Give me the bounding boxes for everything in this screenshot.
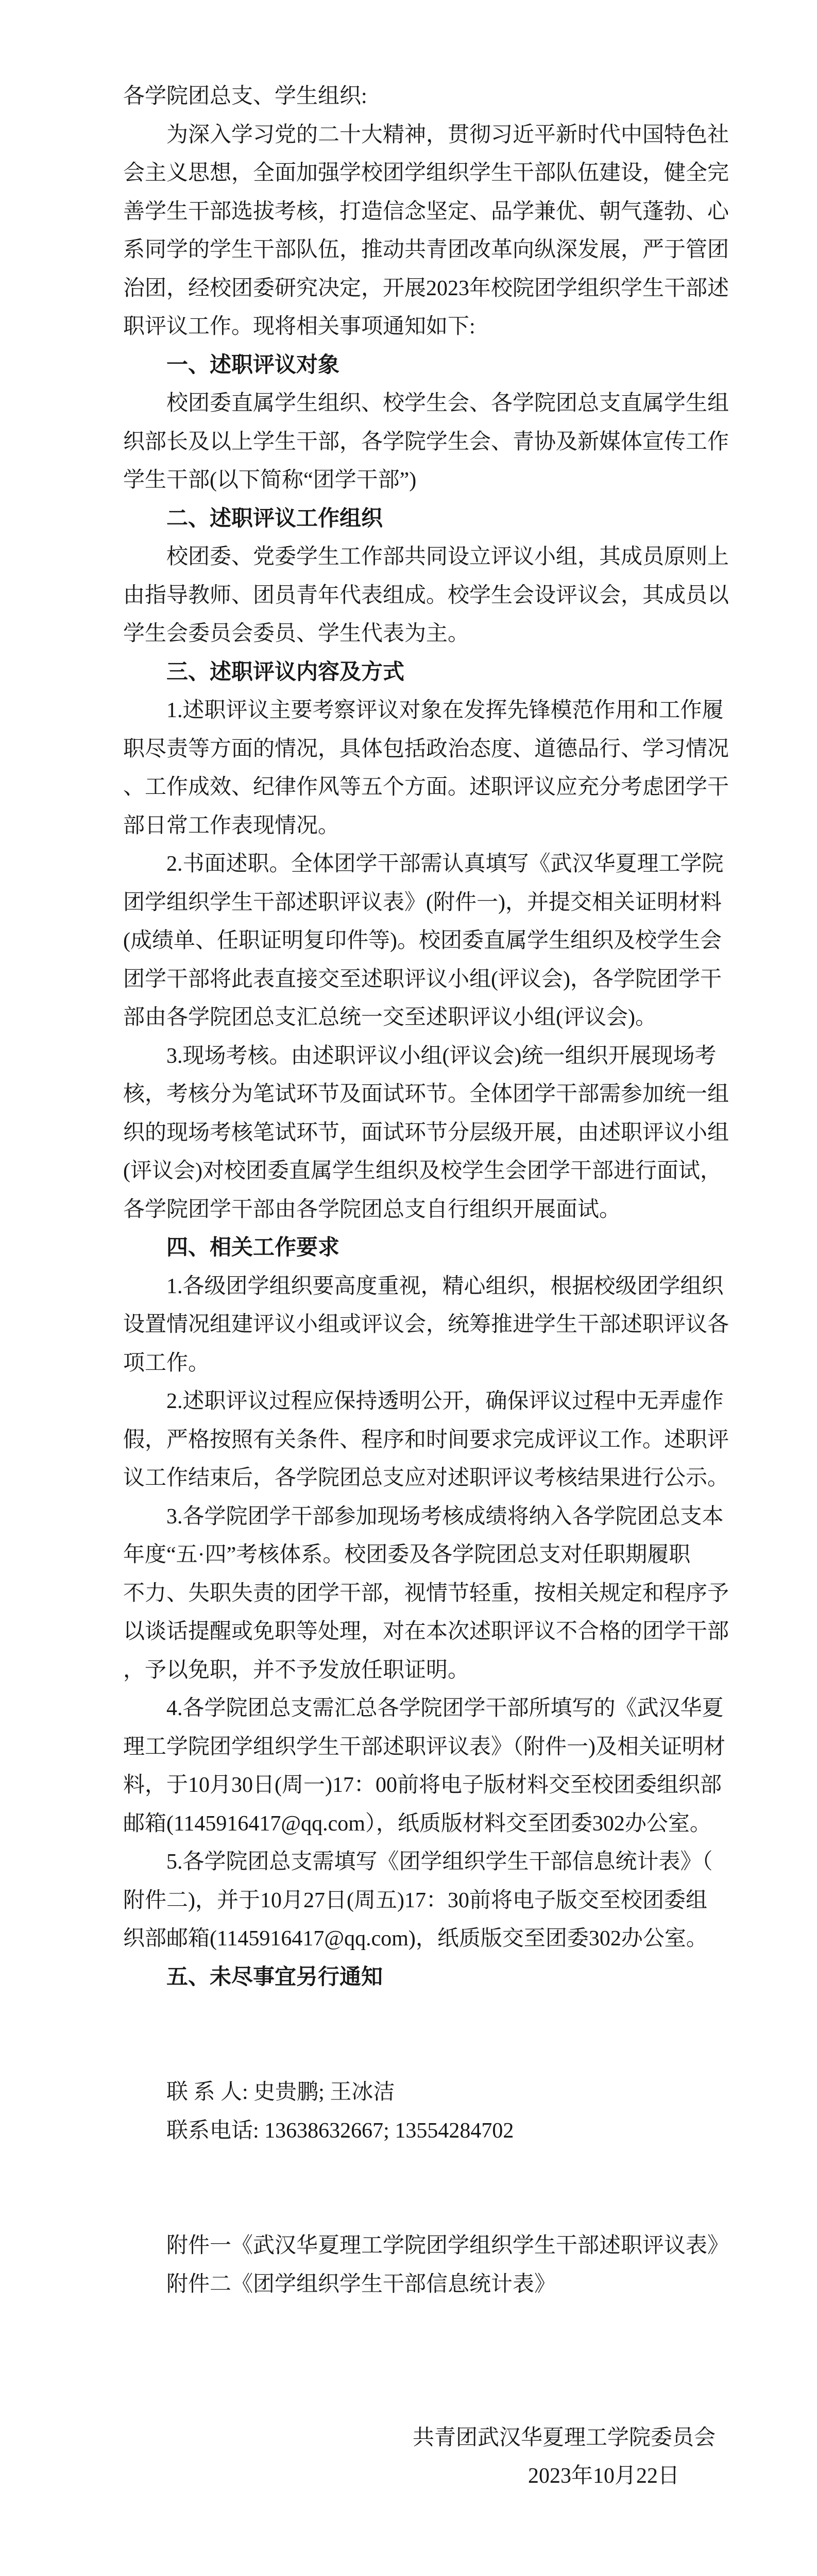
doc-line: 织部邮箱(1145916417@qq.com)，纸质版交至团委302办公室。 (123, 1927, 708, 1951)
doc-line: 3.各学院团学干部参加现场考核成绩将纳入各学院团总支本 (166, 1504, 724, 1529)
doc-line: (成绩单、任职证明复印件等)。校团委直属学生组织及校学生会 (123, 929, 722, 953)
doc-line: 职尽责等方面的情况，具体包括政治态度、道德品行、学习情况 (123, 737, 729, 761)
blank-line (123, 2035, 716, 2074)
section-heading: 三、述职评议内容及方式 (166, 660, 405, 684)
section-heading: 四、相关工作要求 (166, 1236, 340, 1260)
doc-line: 2.述职评议过程应保持透明公开，确保评议过程中无弄虚作 (166, 1389, 724, 1413)
doc-line: 校团委直属学生组织、校学生会、各学院团总支直属学生组 (166, 392, 729, 415)
blank-line (123, 1996, 716, 2035)
doc-line: 项工作。 (123, 1351, 210, 1375)
doc-line: 假，严格按照有关条件、程序和时间要求完成评议工作。述职评 (123, 1428, 729, 1452)
doc-line: 团学干部将此表直接交至述职评议小组(评议会)，各学院团学干 (123, 967, 722, 991)
signature-date: 2023年10月22日 (527, 2464, 679, 2488)
doc-line: 不力、失职失责的团学干部，视情节轻重，按相关规定和程序予 (123, 1581, 729, 1605)
doc-line: 善学生干部选拔考核，打造信念坚定、品学兼优、朝气蓬勃、心 (123, 199, 729, 224)
doc-line: 治团，经校团委研究决定，开展2023年校院团学组织学生干部述 (123, 276, 729, 300)
doc-line: 年度“五·四”考核体系。校团委及各学院团总支对任职期履职 (123, 1543, 691, 1567)
doc-line: 4.各学院团总支需汇总各学院团学干部所填写的《武汉华夏 (166, 1697, 724, 1720)
doc-line: 附件二《团学组织学生干部信息统计表》 (166, 2272, 556, 2296)
doc-line: 系同学的学生干部队伍，推动共青团改革向纵深发展，严于管团 (123, 238, 729, 262)
doc-line: 联 系 人: 史贵鹏; 王冰洁 (166, 2080, 395, 2104)
doc-line: 为深入学习党的二十大精神，贯彻习近平新时代中国特色社 (166, 123, 729, 147)
doc-line: 织部长及以上学生干部，各学院学生会、青协及新媒体宣传工作 (123, 430, 729, 454)
doc-line: 学生会委员会委员、学生代表为主。 (123, 622, 470, 646)
doc-line: 会主义思想，全面加强学校团学组织学生干部队伍建设，健全完 (123, 161, 729, 185)
signature-org: 共青团武汉华夏理工学院委员会 (412, 2426, 716, 2450)
document-body (123, 77, 729, 2496)
blank-line (123, 2303, 716, 2342)
doc-line: 联系电话: 13638632667; 13554284702 (166, 2119, 514, 2143)
blank-line (123, 2150, 716, 2189)
blank-line (123, 2380, 716, 2419)
doc-line: 各学院团学干部由各学院团总支自行组织开展面试。 (123, 1197, 621, 1222)
doc-line: 由指导教师、团员青年代表组成。校学生会设评议会，其成员以 (123, 583, 729, 607)
doc-line: 织的现场考核笔试环节，面试环节分层级开展，由述职评议小组 (123, 1121, 729, 1145)
doc-line: 5.各学院团总支需填写《团学组织学生干部信息统计表》（ (166, 1850, 713, 1874)
doc-line: 议工作结束后，各学院团总支应对述职评议考核结果进行公示。 (123, 1466, 729, 1490)
blank-line (123, 2342, 716, 2381)
doc-line: (评议会)对校团委直属学生组织及校学生会团学干部进行面试， (123, 1159, 722, 1183)
doc-line: 校团委、党委学生工作部共同设立评议小组，其成员原则上 (166, 545, 729, 569)
doc-line: 部日常工作表现情况。 (123, 814, 340, 838)
doc-line: 部由各学院团总支汇总统一交至述职评议小组(评议会)。 (123, 1006, 657, 1029)
section-heading: 二、述职评议工作组织 (166, 506, 383, 531)
doc-line: 1.各级团学组织要高度重视，精心组织，根据校级团学组织 (166, 1274, 724, 1298)
doc-line: 职评议工作。现将相关事项通知如下: (123, 315, 475, 338)
blank-line (123, 2189, 716, 2227)
doc-line: 附件一《武汉华夏理工学院团学组织学生干部述职评议表》 (166, 2234, 729, 2258)
doc-line: 料，于10月30日(周一)17：00前将电子版材料交至校团委组织部 (123, 1773, 722, 1797)
doc-line: 3.现场考核。由述职评议小组(评议会)统一组织开展现场考 (166, 1044, 717, 1068)
section-heading: 一、述职评议对象 (166, 353, 340, 377)
doc-line: 2.书面述职。全体团学干部需认真填写《武汉华夏理工学院 (166, 852, 724, 876)
doc-line: 各学院团总支、学生组织: (123, 84, 367, 108)
doc-line: ，予以免职，并不予发放任职证明。 (123, 1658, 470, 1682)
doc-line: 设置情况组建评议小组或评议会，统筹推进学生干部述职评议各 (123, 1313, 729, 1336)
doc-line: 团学组织学生干部述职评议表》(附件一)，并提交相关证明材料 (123, 890, 722, 914)
doc-line: 核，考核分为笔试环节及面试环节。全体团学干部需参加统一组 (123, 1082, 729, 1106)
doc-line: 理工学院团学组织学生干部述职评议表》（附件一)及相关证明材 (123, 1735, 725, 1759)
section-heading: 五、未尽事宜另行通知 (166, 1965, 383, 1989)
doc-line: 邮箱(1145916417@qq.com），纸质版材料交至团委302办公室。 (123, 1811, 711, 1836)
doc-line: 附件二)，并于10月27日(周五)17：30前将电子版交至校团委组 (123, 1888, 707, 1912)
doc-line: 、工作成效、纪律作风等五个方面。述职评议应充分考虑团学干 (123, 775, 729, 799)
doc-line: 以谈话提醒或免职等处理，对在本次述职评议不合格的团学干部 (123, 1620, 729, 1643)
doc-line: 学生干部(以下简称“团学干部”) (123, 468, 417, 492)
doc-line: 1.述职评议主要考察评议对象在发挥先锋模范作用和工作履 (166, 699, 724, 722)
